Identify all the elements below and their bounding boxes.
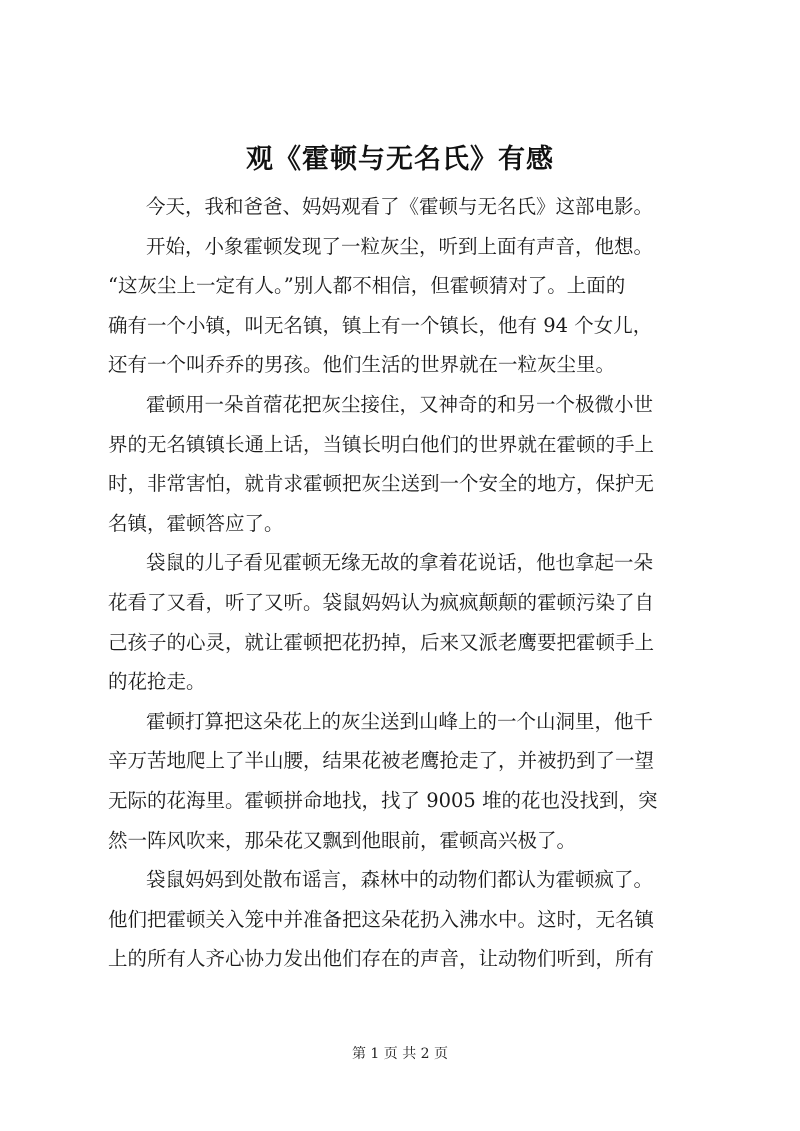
text-line: 名镇，霍顿答应了。 [108,511,284,535]
text-line: 时，非常害怕，就肯求霍顿把灰尘送到一个安全的地方，保护无 [108,472,655,496]
text-line: 的花抢走。 [108,670,206,694]
document-title: 观《霍顿与无名氏》有感 [246,144,554,175]
text-line: 无际的花海里。霍顿拼命地找，找了 9005 堆的花也没找到，突 [108,788,658,812]
text-line: 己孩子的心灵，就让霍顿把花扔掉，后来又派老鹰要把霍顿手上 [108,630,655,654]
text-line: 上的所有人齐心协力发出他们存在的声音，让动物们听到，所有 [108,947,655,971]
text-line: 然一阵风吹来，那朵花又飘到他眼前，霍顿高兴极了。 [108,828,577,852]
text-line: 还有一个叫乔乔的男孩。他们生活的世界就在一粒灰尘里。 [108,353,616,377]
text-line: 今天，我和爸爸、妈妈观看了《霍顿与无名氏》这部电影。 [146,195,654,218]
text-line: 花看了又看，听了又听。袋鼠妈妈认为疯疯颠颠的霍顿污染了自 [108,590,655,614]
text-line: 霍顿打算把这朵花上的灰尘送到山峰上的一个山洞里，他千 [146,709,654,733]
text-line: 确有一个小镇，叫无名镇，镇上有一个镇长，他有 94 个女儿， [108,313,653,337]
text-line: 辛万苦地爬上了半山腰，结果花被老鹰抢走了，并被扔到了一望 [108,749,655,773]
text-line: 开始，小象霍顿发现了一粒灰尘，听到上面有声音，他想。 [146,234,654,258]
page-footer: 第 1 页 共 2 页 [351,1046,449,1062]
text-line: 界的无名镇镇长通上话，当镇长明白他们的世界就在霍顿的手上 [108,432,655,456]
text-line: 霍顿用一朵首蓿花把灰尘接住，又神奇的和另一个极微小世 [146,392,654,416]
text-line: “这灰尘上一定有人。”别人都不相信，但霍顿猜对了。上面的 [108,274,626,298]
text-line: 袋鼠的儿子看见霍顿无缘无故的拿着花说话，他也拿起一朵 [146,551,654,575]
text-line: 他们把霍顿关入笼中并准备把这朵花扔入沸水中。这时，无名镇 [108,907,655,931]
text-line: 袋鼠妈妈到处散布谣言，森林中的动物们都认为霍顿疯了。 [146,868,654,892]
document-body [108,187,708,979]
